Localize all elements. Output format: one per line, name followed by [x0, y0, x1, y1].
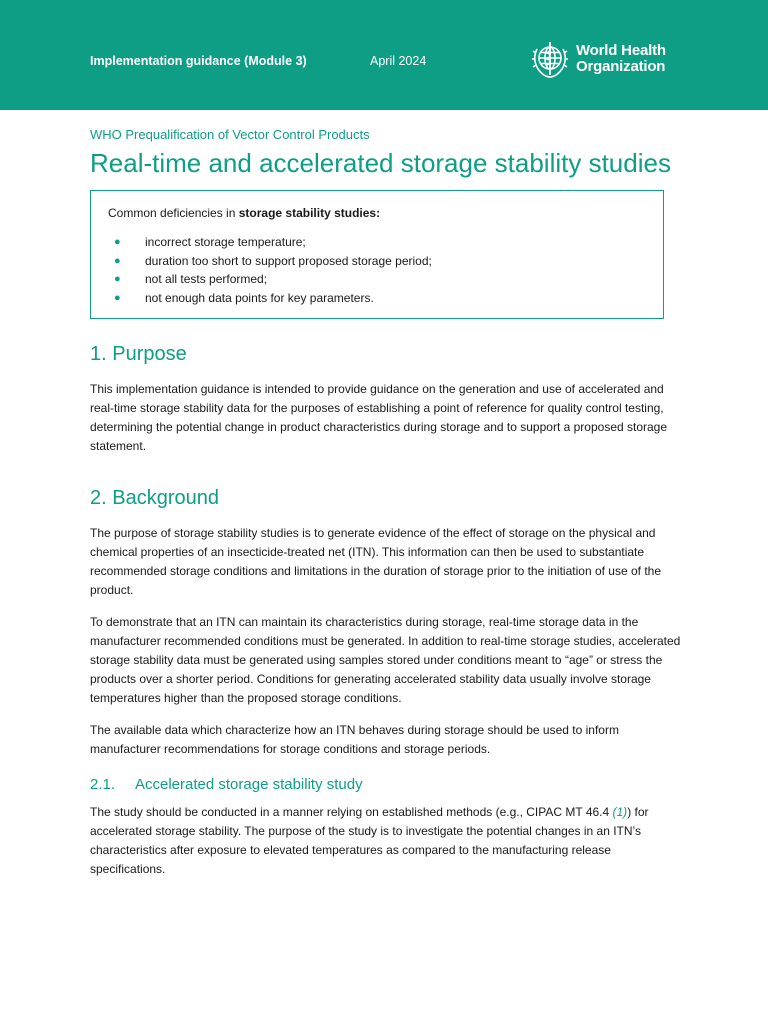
list-item — [108, 233, 432, 252]
background-paragraph-2: To demonstrate that an ITN can maintain its characteristics during storage, real-time storage data in the manufacturer recommended conditions must be generated. In addition to real-time storage studies, accelerated storage stability data must be generated using samples stored under conditions meant to “age” or stress the products over a shorter period. Conditions for generating accelerated stability data usually involve storage temperatures higher than the proposed storage conditions. — [90, 615, 681, 705]
deficiencies-intro-text: Common deficiencies in — [108, 206, 239, 220]
bullet-icon: ● — [114, 236, 121, 248]
list-item — [108, 270, 432, 289]
publication-date: April 2024 — [370, 54, 427, 68]
who-logo — [528, 36, 666, 82]
deficiencies-intro-bold: storage stability studies: — [238, 206, 381, 220]
reference-link[interactable]: (1) — [612, 805, 628, 819]
list-item — [108, 252, 432, 271]
logo-line-1: World Health — [576, 42, 666, 59]
list-item-text: not all tests performed; — [145, 272, 268, 286]
accelerated-heading — [90, 776, 363, 793]
background-heading: 2. Background — [90, 487, 219, 509]
deficiencies-list — [108, 233, 432, 307]
list-item-text: duration too short to support proposed storage period; — [145, 253, 432, 268]
accelerated-text-start: The study should be conducted in a manner relying on established methods (e.g., CIPAC MT 46.4 — [90, 805, 613, 819]
purpose-paragraph: This implementation guidance is intended to provide guidance on the generation and use of accelerated and real-time storage stability data for the purposes of establishing a point of reference for quality control testing, determining the potential change in product characteristics during storage and to support a proposed storage statement. — [90, 382, 668, 453]
bullet-icon: ● — [114, 291, 121, 304]
page-title: Real-time and accelerated storage stability studies — [90, 148, 671, 178]
list-item-text: not enough data points for key parameters. — [145, 290, 374, 305]
header-banner — [0, 0, 768, 110]
logo-line-2: Organization — [576, 58, 666, 75]
bullet-icon: ● — [114, 254, 121, 267]
program-subtitle: WHO Prequalification of Vector Control Products — [90, 127, 370, 142]
section-number: 2.1. — [90, 776, 116, 793]
deficiencies-box — [90, 190, 664, 319]
module-label: Implementation guidance (Module 3) — [90, 54, 307, 68]
purpose-heading: 1. Purpose — [90, 343, 187, 365]
who-emblem-icon — [528, 37, 572, 81]
bullet-icon: ● — [114, 273, 121, 285]
accelerated-heading-text: Accelerated storage stability study — [135, 776, 363, 793]
list-item-text: incorrect storage temperature; — [145, 235, 306, 249]
logo-wordmark — [576, 43, 666, 75]
background-paragraph-1: The purpose of storage stability studies is to generate evidence of the effect of storage on the physical and chemical properties of an insecticide-treated net (ITN). This information can then be used to substantiate recommended storage conditions and limitations in the duration of storage prior to the initiation of use of the product. — [90, 526, 662, 597]
deficiencies-intro — [108, 206, 380, 220]
accelerated-paragraph — [90, 803, 685, 879]
list-item — [108, 289, 432, 308]
accelerated-text-end: ) for accelerated storage stability. The purpose of the study is to investigate the potential changes in an ITN’s characteristics after exposure to elevated temperatures as compared to the manufacturing release specifications. — [90, 805, 649, 876]
background-paragraph-3: The available data which characterize how an ITN behaves during storage should be used to inform manufacturer recommendations for storage conditions and storage periods. — [90, 723, 619, 756]
